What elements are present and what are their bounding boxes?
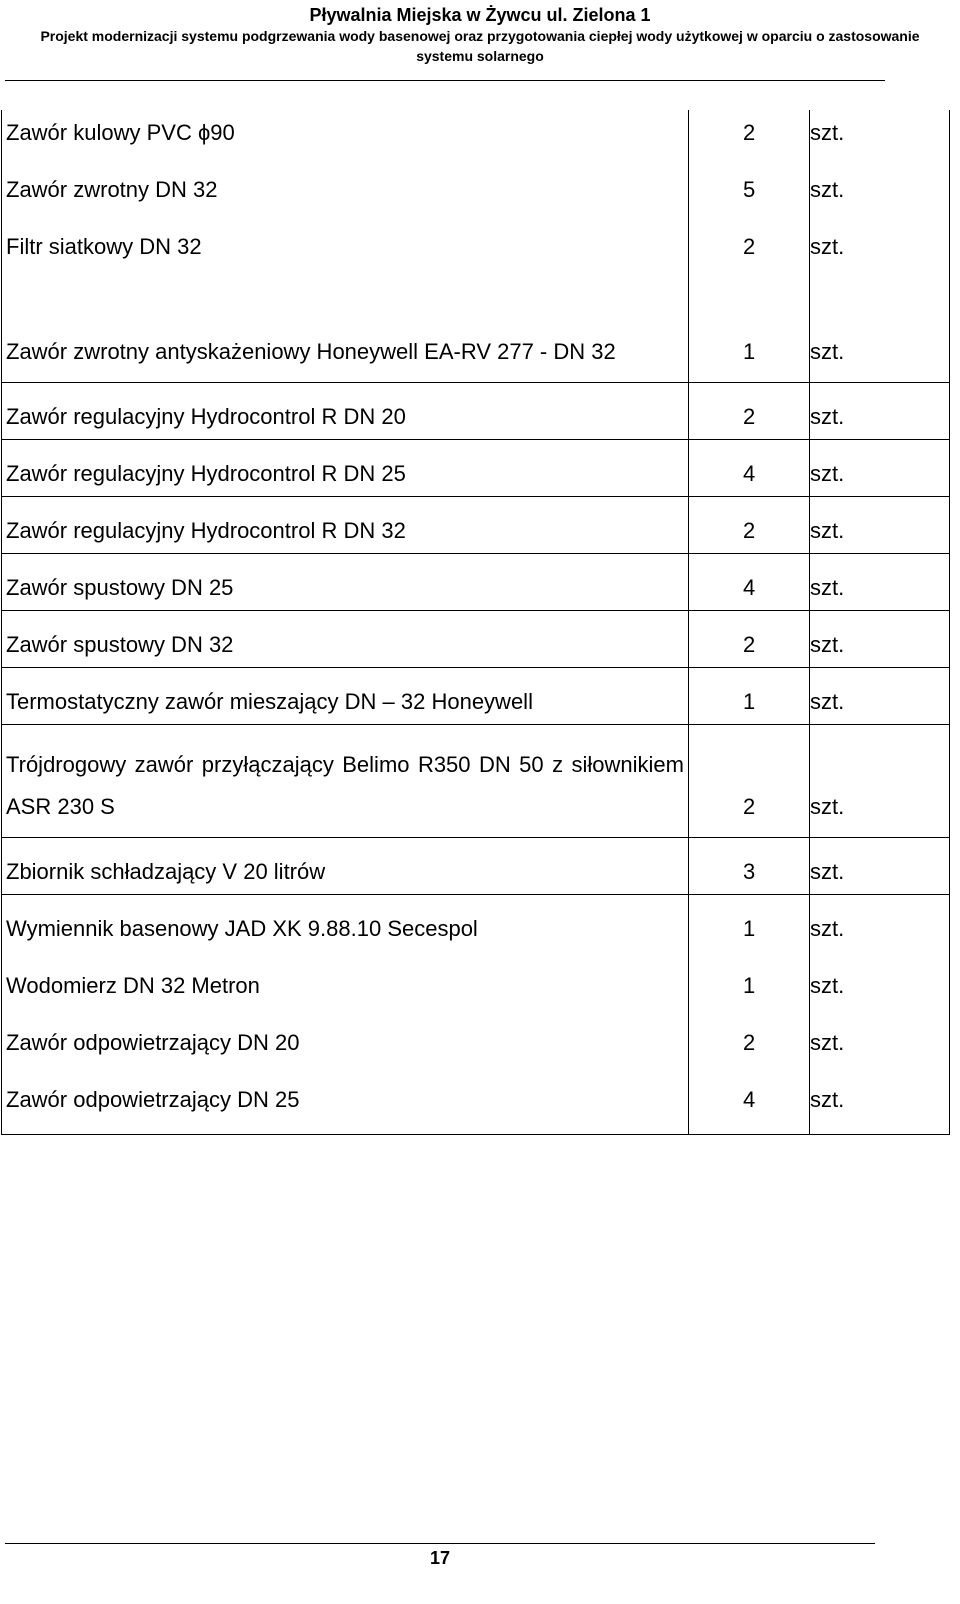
table-row — [2, 269, 950, 382]
table-row — [2, 155, 950, 212]
item-unit: szt. — [810, 110, 950, 155]
item-quantity: 2 — [689, 496, 810, 553]
item-description: Zawór regulacyjny Hydrocontrol R DN 25 — [2, 439, 689, 496]
item-unit: szt. — [810, 1008, 950, 1065]
document-title: Pływalnia Miejska w Żywcu ul. Zielona 1 — [309, 5, 651, 25]
item-description: Filtr siatkowy DN 32 — [2, 212, 689, 269]
item-quantity: 1 — [689, 667, 810, 724]
item-quantity: 2 — [689, 110, 810, 155]
footer-divider — [5, 1543, 875, 1544]
table-row — [2, 439, 950, 496]
item-unit: szt. — [810, 553, 950, 610]
item-quantity: 1 — [689, 894, 810, 951]
document-subtitle: Projekt modernizacji systemu podgrzewania wody basenowej oraz przygotowania ciepłej wody użytkowej w oparciu o zastosowanie systemu solarnego — [40, 28, 920, 64]
table-row — [2, 667, 950, 724]
header-divider — [5, 80, 885, 81]
item-unit: szt. — [810, 837, 950, 894]
item-quantity: 2 — [689, 212, 810, 269]
page-number: 17 — [429, 1548, 451, 1568]
item-description: Zawór odpowietrzający DN 20 — [2, 1008, 689, 1065]
page-header — [0, 4, 960, 66]
item-unit: szt. — [810, 1065, 950, 1134]
item-unit: szt. — [810, 439, 950, 496]
table-row — [2, 212, 950, 269]
item-unit: szt. — [810, 667, 950, 724]
item-quantity: 3 — [689, 837, 810, 894]
item-description: Trójdrogowy zawór przyłączający Belimo R350 DN 50 z siłownikiem ASR 230 S — [2, 724, 689, 837]
item-description: Zawór regulacyjny Hydrocontrol R DN 32 — [2, 496, 689, 553]
materials-table — [1, 110, 950, 1135]
item-quantity: 4 — [689, 1065, 810, 1134]
item-unit: szt. — [810, 155, 950, 212]
table-row — [2, 837, 950, 894]
table-row — [2, 724, 950, 837]
item-unit: szt. — [810, 269, 950, 382]
table-row — [2, 553, 950, 610]
item-unit: szt. — [810, 610, 950, 667]
item-description: Zawór odpowietrzający DN 25 — [2, 1065, 689, 1134]
item-quantity: 1 — [689, 269, 810, 382]
item-description: Wodomierz DN 32 Metron — [2, 951, 689, 1008]
table-row — [2, 1008, 950, 1065]
item-quantity: 5 — [689, 155, 810, 212]
table-row — [2, 110, 950, 155]
table-row — [2, 894, 950, 951]
item-description: Zawór regulacyjny Hydrocontrol R DN 20 — [2, 382, 689, 439]
item-quantity: 4 — [689, 553, 810, 610]
item-unit: szt. — [810, 894, 950, 951]
item-quantity: 4 — [689, 439, 810, 496]
table-row — [2, 951, 950, 1008]
item-quantity: 2 — [689, 382, 810, 439]
item-quantity: 2 — [689, 1008, 810, 1065]
item-quantity: 2 — [689, 724, 810, 837]
item-unit: szt. — [810, 212, 950, 269]
table-row — [2, 382, 950, 439]
item-unit: szt. — [810, 496, 950, 553]
item-description: Wymiennik basenowy JAD XK 9.88.10 Secespol — [2, 894, 689, 951]
item-description: Zawór zwrotny DN 32 — [2, 155, 689, 212]
item-description: Zawór spustowy DN 25 — [2, 553, 689, 610]
item-description: Zawór spustowy DN 32 — [2, 610, 689, 667]
item-description: Zawór zwrotny antyskażeniowy Honeywell EA-RV 277 - DN 32 — [2, 269, 689, 382]
item-description: Termostatyczny zawór mieszający DN – 32 Honeywell — [2, 667, 689, 724]
item-quantity: 1 — [689, 951, 810, 1008]
item-unit: szt. — [810, 724, 950, 837]
table-row — [2, 496, 950, 553]
item-unit: szt. — [810, 382, 950, 439]
item-unit: szt. — [810, 951, 950, 1008]
item-description: Zawór kulowy PVC ϕ90 — [2, 110, 689, 155]
table-row — [2, 610, 950, 667]
item-quantity: 2 — [689, 610, 810, 667]
item-description: Zbiornik schładzający V 20 litrów — [2, 837, 689, 894]
table-row — [2, 1065, 950, 1134]
